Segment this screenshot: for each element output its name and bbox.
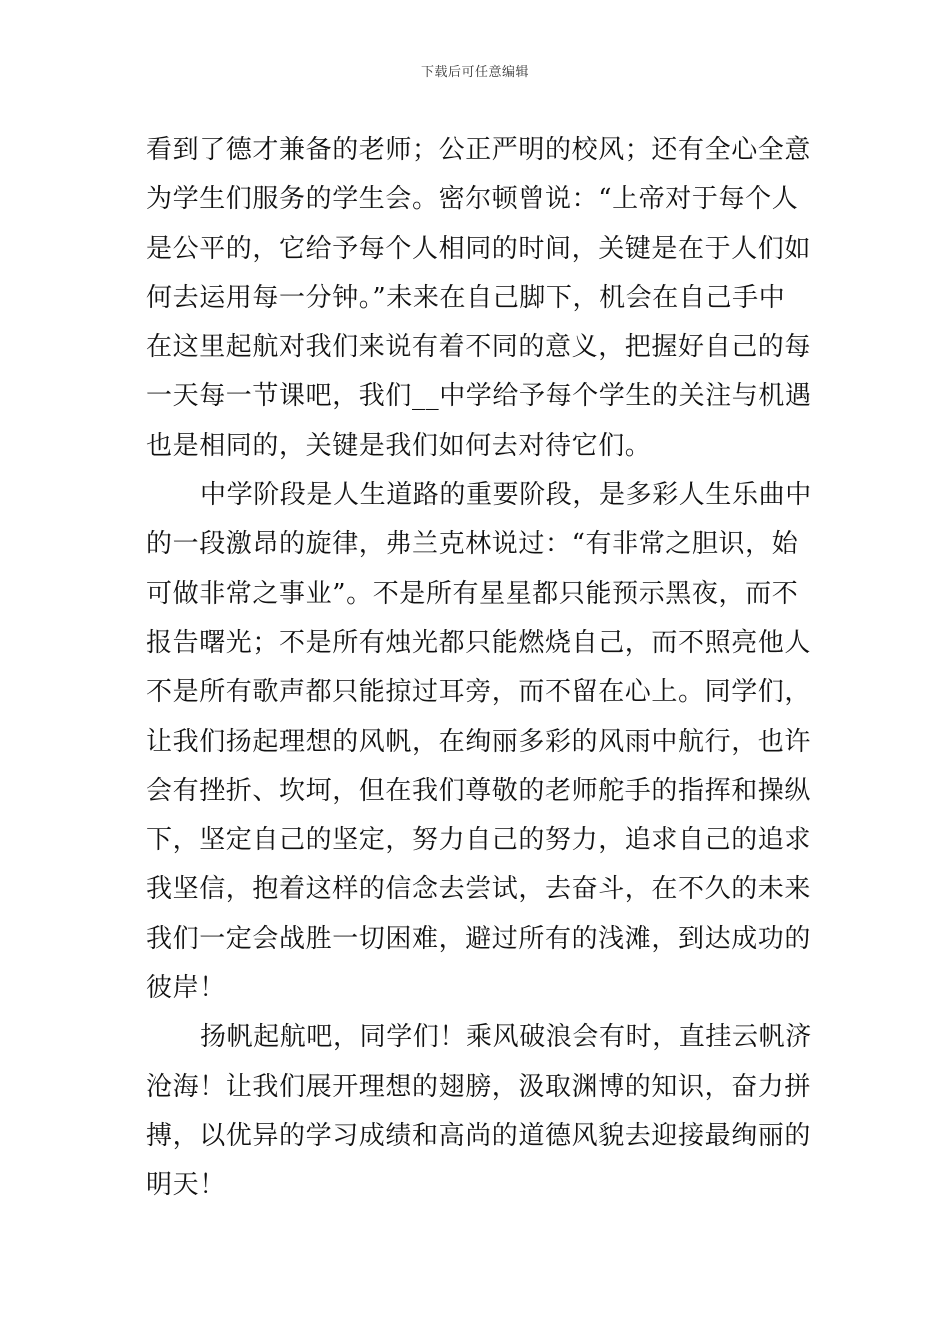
- text-line: 报告曙光；不是所有烛光都只能燃烧自己，而不照亮他人: [146, 627, 812, 658]
- text-line: 下，坚定自己的坚定，努力自己的努力，追求自己的追求: [146, 825, 812, 856]
- text-line: 是公平的，它给予每个人相同的时间，关键是在于人们如: [146, 233, 812, 264]
- text-line: 为学生们服务的学生会。密尔顿曾说：“上帝对于每个人: [146, 184, 799, 215]
- text-line: 明天！: [146, 1170, 226, 1201]
- text-line: 扬帆起航吧，同学们！乘风破浪会有时，直挂云帆济: [200, 1022, 812, 1053]
- document-body: [146, 126, 816, 1211]
- text-line: 一天每一节课吧，我们__中学给予每个学生的关注与机遇: [146, 381, 812, 412]
- text-line: 不是所有歌声都只能掠过耳旁，而不留在心上。同学们，: [146, 677, 812, 708]
- text-line: 搏，以优异的学习成绩和高尚的道德风貌去迎接最绚丽的: [146, 1120, 812, 1151]
- text-line: 我们一定会战胜一切困难，避过所有的浅滩，到达成功的: [146, 923, 812, 954]
- text-line: 看到了德才兼备的老师；公正严明的校风；还有全心全意: [146, 135, 812, 165]
- page-header: 下载后可任意编辑: [420, 65, 529, 80]
- text-line: 可做非常之事业”。不是所有星星都只能预示黑夜，而不: [146, 578, 799, 609]
- text-line: 在这里起航对我们来说有着不同的意义，把握好自己的每: [146, 332, 812, 363]
- text-line: 的一段激昂的旋律，弗兰克林说过：“有非常之胆识，始: [146, 529, 799, 560]
- text-line: 我坚信，抱着这样的信念去尝试，去奋斗，在不久的未来: [146, 874, 812, 905]
- paragraph-1: [146, 126, 816, 471]
- paragraph-3: [146, 1013, 816, 1210]
- text-line: 何去运用每一分钟。”未来在自己脚下，机会在自己手中: [146, 282, 786, 313]
- text-line: 会有挫折、坎坷，但在我们尊敬的老师舵手的指挥和操纵: [146, 775, 812, 806]
- text-line: 让我们扬起理想的风帆，在绚丽多彩的风雨中航行，也许: [146, 726, 812, 757]
- text-line: 中学阶段是人生道路的重要阶段，是多彩人生乐曲中: [200, 480, 812, 511]
- text-line: 也是相同的，关键是我们如何去对待它们。: [146, 430, 652, 461]
- text-line: 彼岸！: [146, 973, 226, 1004]
- paragraph-2: [146, 471, 816, 1013]
- text-line: 沧海！让我们展开理想的翅膀，汲取渊博的知识，奋力拼: [146, 1071, 812, 1102]
